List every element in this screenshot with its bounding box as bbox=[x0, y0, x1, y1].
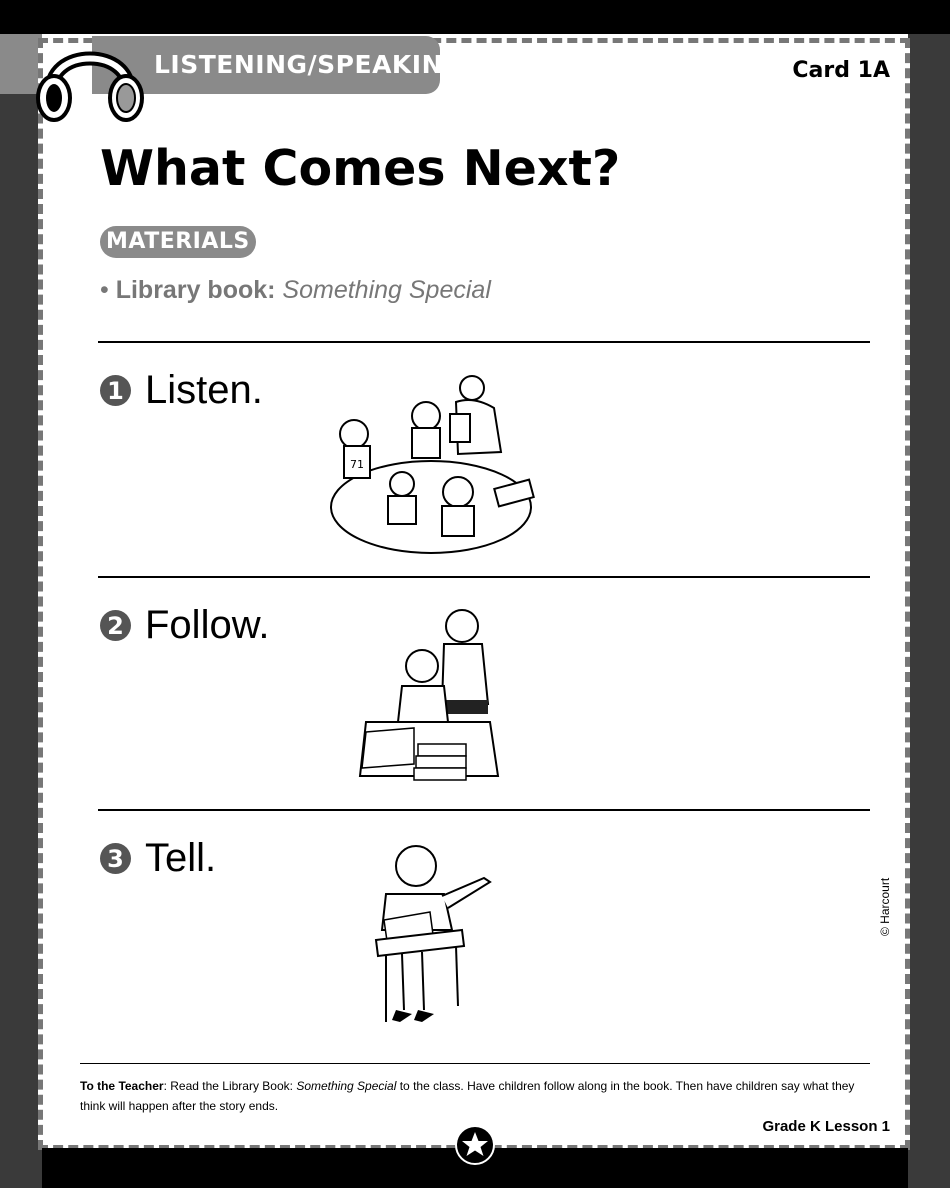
materials-item bbox=[100, 276, 491, 305]
divider bbox=[98, 809, 870, 811]
divider bbox=[80, 1063, 870, 1064]
teacher-note-book-title: Something Special bbox=[296, 1079, 397, 1093]
star-icon bbox=[455, 1125, 495, 1165]
divider bbox=[98, 341, 870, 343]
divider bbox=[98, 576, 870, 578]
teacher-note-label: To the Teacher bbox=[80, 1079, 164, 1093]
bullet: • bbox=[100, 276, 109, 304]
step-number: 2 bbox=[100, 610, 131, 641]
materials-item-prefix: Library book: bbox=[115, 276, 276, 304]
child-reading-with-teacher-illustration bbox=[358, 604, 500, 792]
step-label: Follow. bbox=[145, 603, 270, 647]
teacher-note bbox=[80, 1076, 880, 1116]
children-listening-illustration bbox=[326, 372, 540, 558]
step-label: Tell. bbox=[145, 836, 217, 880]
headphones-icon bbox=[30, 26, 150, 126]
step-number: 3 bbox=[100, 843, 131, 874]
grade-lesson: Grade K Lesson 1 bbox=[762, 1118, 890, 1135]
materials-badge: MATERIALS bbox=[100, 226, 256, 258]
section-tab-label: LISTENING/SPEAKING bbox=[154, 50, 465, 79]
step-number: 1 bbox=[100, 375, 131, 406]
card-number: Card 1A bbox=[792, 58, 890, 83]
materials-item-title: Something Special bbox=[282, 276, 491, 304]
page-title: What Comes Next? bbox=[100, 140, 621, 197]
right-border bbox=[908, 34, 950, 1188]
step-listen bbox=[100, 368, 263, 413]
step-label: Listen. bbox=[145, 368, 263, 412]
svg-text:71: 71 bbox=[350, 458, 364, 471]
left-border bbox=[0, 34, 42, 1188]
step-tell bbox=[100, 836, 216, 881]
step-follow bbox=[100, 603, 270, 648]
child-raising-hand-illustration bbox=[372, 838, 500, 1028]
copyright: © Harcourt bbox=[878, 877, 892, 936]
teacher-note-text: : Read the Library Book: bbox=[163, 1079, 297, 1093]
teacher-note-text: to the class. Have children follow along in the book. Then have children say what they think will happen after the story ends. bbox=[80, 1079, 855, 1113]
